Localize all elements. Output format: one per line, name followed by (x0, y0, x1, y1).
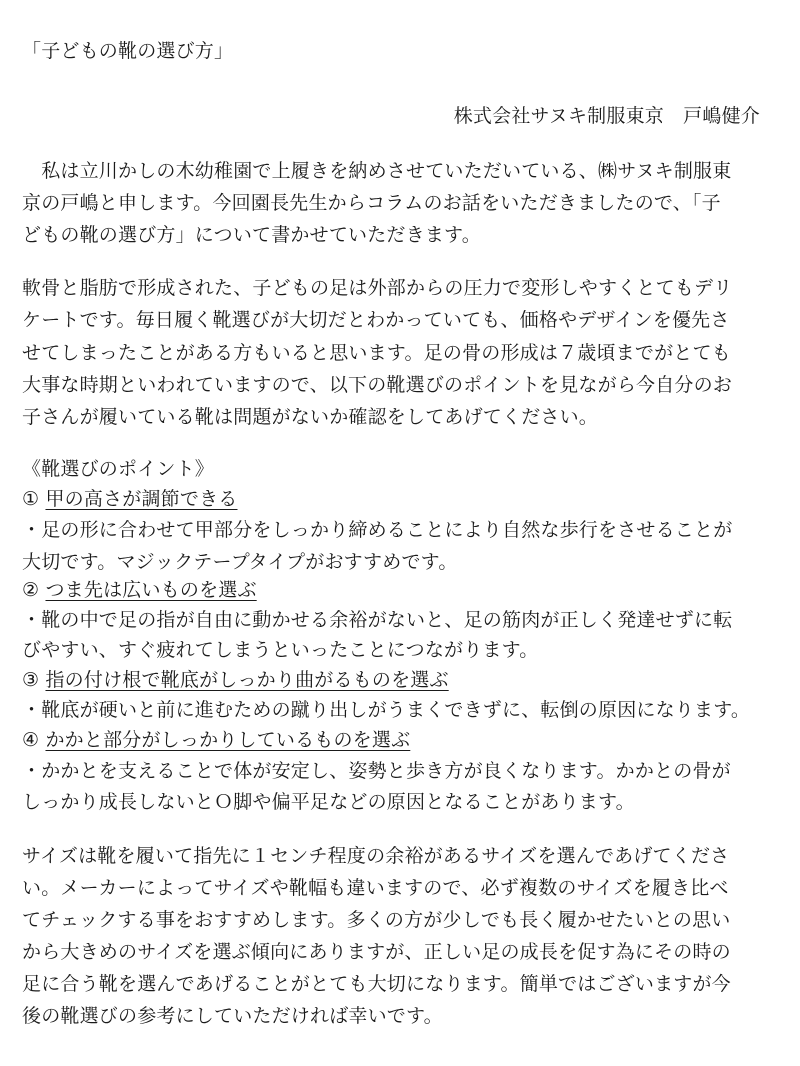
point-body-line: ・靴の中で足の指が自由に動かせる余裕がないと、足の筋肉が正しく発達せずに転 (22, 609, 733, 631)
point-body-line: しっかり成長しないとＯ脚や偏平足などの原因となることがあります。 (22, 791, 635, 813)
closing-line: い。メーカーによってサイズや靴幅も違いますので、必ず複数のサイズを履き比べ (22, 877, 729, 899)
point-body-line: びやすい、すぐ疲れてしまうといったことにつながります。 (22, 639, 539, 661)
point-number: ② (22, 579, 40, 601)
closing-line: てチェックする事をおすすめします。多くの方が少しでも長く履かせたいとの思い (22, 909, 731, 931)
point-body-line: 大切です。マジックテープタイプがおすすめです。 (22, 551, 458, 573)
body-line: ケートです。毎日履く靴選びが大切だとわかっていても、価格やデザインを優先さ (22, 309, 730, 331)
document-title: 「子どもの靴の選び方」 (22, 40, 234, 62)
body-line: 子さんが履いている靴は問題がないか確認をしてあげてください。 (22, 406, 599, 428)
point-number: ④ (22, 729, 40, 751)
point-title: 指の付け根で靴底がしっかり曲がるものを選ぶ (45, 669, 449, 691)
body-line: 軟骨と脂肪で形成された、子どもの足は外部からの圧力で変形しやすくとてもデリ (22, 277, 733, 299)
intro-line: どもの靴の選び方」について書かせていただきます。 (22, 224, 481, 246)
point-heading (22, 667, 782, 695)
closing-line: サイズは靴を履いて指先に１センチ程度の余裕があるサイズを選んであげてくださ (22, 845, 730, 867)
point-heading (22, 727, 782, 755)
point-title: つま先は広いものを選ぶ (45, 579, 257, 601)
point-number: ③ (22, 669, 40, 691)
closing-line: 足に合う靴を選んであげることがとても大切になります。簡単ではございますが今 (22, 973, 731, 995)
body-line: せてしまったことがある方もいると思います。足の骨の形成は７歳頃までがとても (22, 342, 731, 364)
intro-line: 私は立川かしの木幼稚園で上履きを納めさせていただいている、㈱サヌキ制服東 (22, 160, 732, 182)
point-title: 甲の高さが調節できる (45, 488, 238, 510)
closing-line: から大きめのサイズを選ぶ傾向にありますが、正しい足の成長を促す為にその時の (22, 941, 731, 963)
point-number: ① (22, 488, 40, 510)
point-body-line: ・足の形に合わせて甲部分をしっかり締めることにより自然な歩行をさせることが (22, 519, 733, 541)
intro-line: 京の戸嶋と申します。今回園長先生からコラムのお話をいただきましたので、「子 (22, 192, 721, 214)
points-heading: 《靴選びのポイント》 (22, 458, 215, 480)
point-heading (22, 577, 782, 605)
point-body-line: ・靴底が硬いと前に進むための蹴り出しがうまくできずに、転倒の原因になります。 (22, 699, 751, 721)
closing-line: 後の靴選びの参考にしていただければ幸いです。 (22, 1005, 443, 1027)
point-heading (22, 486, 782, 514)
point-title: かかと部分がしっかりしているものを選ぶ (45, 729, 411, 751)
body-line: 大事な時期といわれていますので、以下の靴選びのポイントを見ながら今自分のお (22, 374, 733, 396)
point-body-line: ・かかとを支えることで体が安定し、姿勢と歩き方が良くなります。かかとの骨が (22, 760, 731, 782)
author-line: 株式会社サヌキ制服東京 戸嶋健介 (453, 105, 760, 127)
